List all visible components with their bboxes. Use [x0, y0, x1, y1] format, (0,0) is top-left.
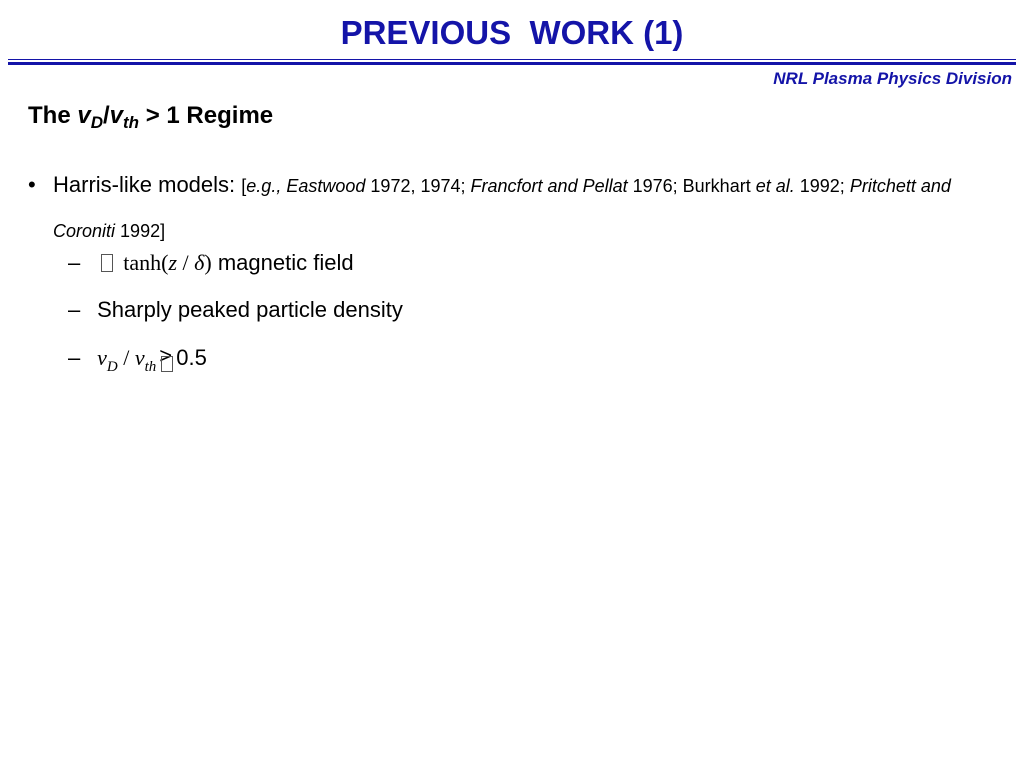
citation-open-bracket: [: [241, 176, 247, 196]
citation-years-1: 1972, 1974;: [370, 176, 466, 196]
citation-author-francfort-pellat: Francfort and Pellat: [470, 176, 628, 196]
heading-sub-d: D: [90, 113, 103, 132]
citation-author-eastwood: Eastwood: [286, 176, 366, 196]
bullet-text: [53, 163, 988, 253]
heading-prefix: The: [28, 102, 71, 129]
header-divider-thin: [8, 59, 1016, 60]
math-sub-th: th: [144, 359, 157, 375]
slide-title: PREVIOUS WORK (1): [340, 14, 684, 51]
bullet-lead: Harris-like models:: [53, 172, 236, 197]
math-slash: /: [123, 345, 130, 370]
math-z: z: [168, 250, 178, 275]
citation-years-4: 1992]: [120, 221, 166, 241]
sub-item-drift-ratio: [68, 345, 207, 376]
threshold-value: 0.5: [176, 345, 207, 370]
proportional-symbol-icon: [101, 254, 113, 272]
math-close-paren: ): [204, 250, 212, 275]
section-heading: [28, 102, 273, 133]
citation-author-pritchett-coroniti: Pritchett and Coroniti: [53, 176, 951, 241]
approx-symbol-icon: [161, 356, 173, 372]
greater-than-symbol: >: [159, 343, 173, 368]
heading-suffix: > 1 Regime: [145, 102, 274, 129]
citation-eg: e.g.,: [246, 176, 282, 196]
heading-slash: /: [102, 102, 110, 129]
header-divider-thick: [8, 62, 1016, 65]
dash-icon: –: [68, 250, 81, 275]
citation-et-al: et al.: [755, 176, 795, 196]
math-v-thermal: v: [134, 345, 145, 370]
math-v-drift: v: [97, 345, 107, 370]
heading-v-thermal: v: [109, 102, 124, 129]
sub-item-text: Sharply peaked particle density: [97, 297, 403, 322]
math-delta: δ: [194, 250, 205, 275]
heading-v-drift: v: [77, 102, 91, 129]
dash-icon: –: [68, 297, 81, 322]
bullet-harris-models: [28, 163, 988, 253]
math-velocity-ratio: [97, 345, 157, 375]
math-tanh: [123, 250, 211, 275]
math-slash: /: [182, 250, 189, 275]
sub-item-particle-density: [68, 297, 403, 323]
sub-item-text: magnetic field: [217, 250, 354, 275]
heading-sub-th: th: [123, 113, 140, 132]
greater-than-approx-icon: [156, 343, 176, 369]
math-tanh-func: tanh(: [123, 250, 169, 275]
citation-years-3: 1992;: [799, 176, 845, 196]
sub-item-magnetic-field: [68, 250, 354, 276]
dash-icon: –: [68, 345, 81, 370]
math-sub-d: D: [106, 359, 118, 375]
bullet-icon: •: [28, 172, 36, 197]
citation-years-2: 1976; Burkhart: [632, 176, 751, 196]
organization-label: NRL Plasma Physics Division: [773, 69, 1012, 88]
